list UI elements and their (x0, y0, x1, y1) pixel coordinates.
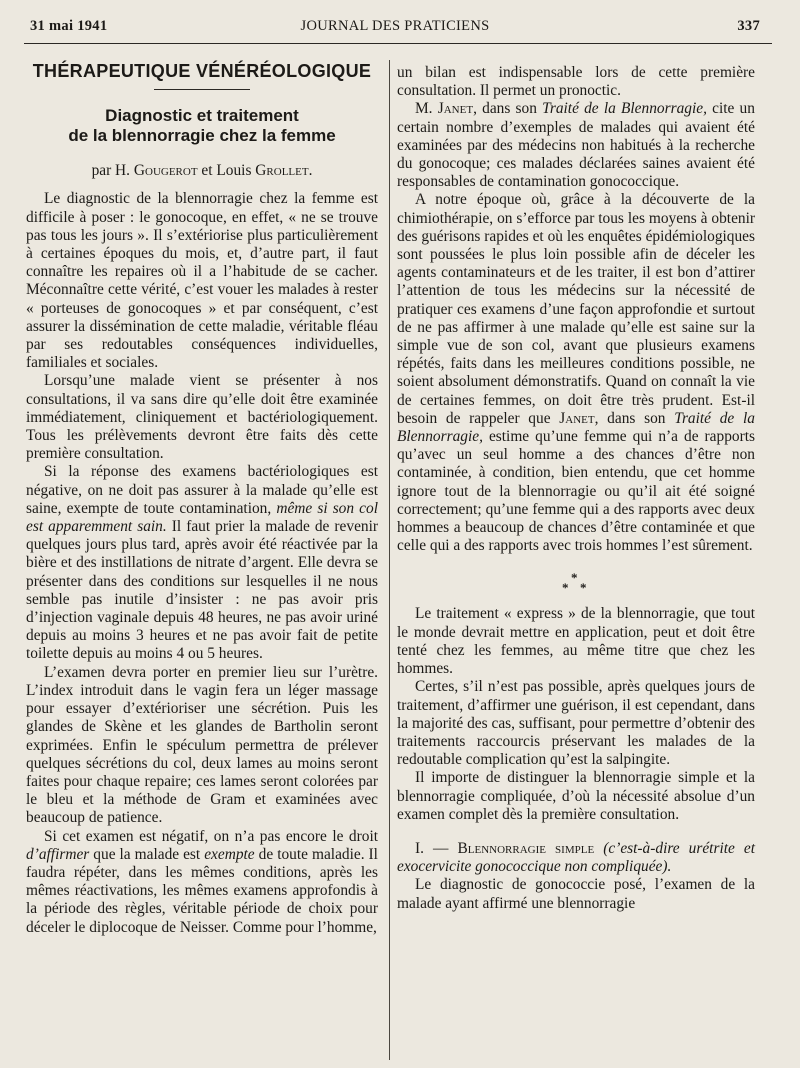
asterisk: * (580, 580, 587, 596)
paragraph: Lorsqu’une malade vient se présenter à nos consultations, il va sans dire qu’elle doit être examinée immédiatement, cliniquement et bactériologiquement. Tous les prélèvements devront être faits dès cette première consultation. (26, 372, 378, 463)
author-gougerot: Gougerot (133, 162, 198, 180)
italic-word: d’affirmer (26, 845, 90, 863)
paragraph: L’examen devra porter en premier lieu sur l’urètre. L’index introduit dans le vagin fera un léger massage pour essayer d’extérioriser une sécrétion. Puis les glandes de Skène et les glandes de Bartholin seront exprimées. Enfin le spéculum permettra de prélever quelques sécrétions du col, deux lames au moins seront faites pour chaque repaire; ces lames seront colorées par le bleu et la méthode de Gram et examinées avec beaucoup de patience. (26, 663, 378, 827)
byline-prefix: par H. (91, 162, 131, 180)
author-grollet: Grollet. (255, 162, 313, 180)
rubric-rule (154, 89, 250, 90)
book-title: Traité de la Blennorragie, (397, 409, 755, 446)
text-run: que la malade est (93, 845, 201, 863)
subsection-label: I. — Blennorragie simple (415, 839, 595, 857)
asterisk: * (562, 580, 569, 596)
section-asterism (397, 561, 755, 605)
author-janet: Janet, (437, 100, 477, 118)
paragraph (26, 463, 378, 663)
section-rubric: THÉRAPEUTIQUE VÉNÉRÉOLOGIQUE (32, 61, 372, 81)
right-column (397, 64, 755, 913)
paragraph: Le diagnostic de la blennorragie chez la femme est difficile à poser : le gonocoque, en effet, « ne se trouve pas tous les jours ». Il s’extériorise plus particulièrement à certaines époques du mois, et, d’autre part, il faut connaître les repaires où il a l’habitude de se cacher. Méconnaître cette vérité, c’est vouer les malades à rester « porteuses de gonocoques » et par conséquent, c’est assurer la dissémination de cette maladie, véritable fléau par ses redoutables conséquences individuelles, familiales et sociales. (26, 190, 378, 372)
paragraph: Le diagnostic de gonococcie posé, l’examen de la malade ayant affirmé une blennorragie (397, 876, 755, 912)
journal-title: JOURNAL DES PRATICIENS (300, 18, 490, 34)
paragraph: un bilan est indispensable lors de cette première consultation. Il permet un pronoctic. (397, 64, 755, 100)
byline-between: et Louis (201, 162, 252, 180)
author-janet: Janet, (559, 409, 599, 427)
running-header (30, 18, 760, 40)
paragraph: Le traitement « express » de la blennorragie, que tout le monde devrait mettre en application, peut et doit être tenté chez les femmes, au même titre que chez les hommes. (397, 605, 755, 678)
text-run: Si la réponse des examens bactériologiques est négative, on ne doit pas assurer à la malade qu’elle est saine, exempte de toute contamination, (26, 463, 378, 517)
italic-word: exempte (204, 845, 255, 863)
asterisk: * (571, 570, 578, 586)
spacer (397, 824, 755, 840)
paragraph (26, 828, 378, 937)
subsection-heading (397, 840, 755, 876)
title-line-1: Diagnostic et traitement (105, 106, 299, 126)
text-run: cite un certain nombre d’exemples de malades qui avaient été examinées par des médecins non habitués à la recherche du gonocoque; ces malades déclarées saines avaient été responsables de contamination gonococcique. (397, 100, 755, 191)
text-run: dans son (607, 409, 666, 427)
text-run: de toute maladie. Il faudra répéter, dans les mêmes conditions, après les mêmes réactivations, les mêmes examens approfondis à la période des règles, véritable période de choix pour déceler le diplocoque de Neisser. Comme pour l’homme, (26, 845, 378, 936)
paragraph (397, 191, 755, 555)
text-run: Si cet examen est négatif, on n’a pas encore le droit (44, 827, 378, 845)
italic-phrase: même si son col est apparemment sain. (26, 499, 378, 536)
text-run: dans son (482, 100, 537, 118)
page-number: 337 (737, 18, 760, 34)
title-line-2: de la blennorragie chez la femme (68, 126, 336, 146)
issue-date: 31 mai 1941 (30, 18, 108, 34)
text-run: Il faut prier la malade de revenir quelques jours plus tard, après avoir été réactivée par la bière et des instillations de nitrate d’argent. Elle devra se présenter dans des conditions sur lesquelles il ne nous semble pas inutile d’insister : ne pas avoir pris d’injection vaginale depuis 48 heures, ne pas avoir uriné depuis au moins 3 heures et ne pas avoir fait de petite toilette depuis au moins 4 ou 5 heures. (26, 518, 379, 663)
subsection-gloss: (c’est-à-dire urétrite et exocervicite gonococcique non compliquée). (397, 839, 755, 876)
column-divider (389, 60, 390, 1060)
byline (26, 162, 378, 180)
text-run: A notre époque où, grâce à la découverte de la chimiothérapie, on s’efforce par tous les moyens à obtenir des guérisons rapides et où les enquêtes épidémiologiques sont poussées le plus loin possible afin de déceler les agents contaminateurs et de les traiter, il est bon d’attirer l’attention de tous les médecins sur la nécessité de pratiquer ces examens d’une façon approfondie et surtout de ne pas affirmer à une malade qu’elle est saine sur la simple vue de son col, avant que plusieurs examens répétés, faits dans les meilleures conditions possible, ne soient absolument démonstratifs. Quand on connaît la vie de certaines femmes, on doit être très prudent. Est-il besoin de rappeler que (397, 191, 755, 427)
text-run: estime qu’une femme qui n’a de rapports qu’avec un seul homme a des chances d’être non contaminée, à condition, bien entendu, que cet homme ignore tout de la blennorragie ou qu’il ait été soigné correctement; qu’une femme qui a des rapports avec deux hommes a beaucoup de chances d’être contaminée et que celle qui a des rapports avec trois hommes l’est sûrement. (397, 428, 755, 555)
paragraph (397, 100, 755, 191)
book-title: Traité de la Blennorragie, (542, 100, 707, 118)
header-rule (24, 43, 772, 44)
left-column (26, 58, 378, 937)
article-title (26, 106, 378, 146)
text-run: M. (415, 100, 433, 118)
paragraph: Certes, s’il n’est pas possible, après quelques jours de traitement, d’affirmer une guérison, il est cependant, dans la majorité des cas, suffisant, pour permettre d’obtenir des traitements raccourcis préservant les malades de la redoutable complication qu’est la salpingite. (397, 678, 755, 769)
paragraph: Il importe de distinguer la blennorragie simple et la blennorragie compliquée, d’où la nécessité absolue d’un examen complet dès la première consultation. (397, 769, 755, 823)
